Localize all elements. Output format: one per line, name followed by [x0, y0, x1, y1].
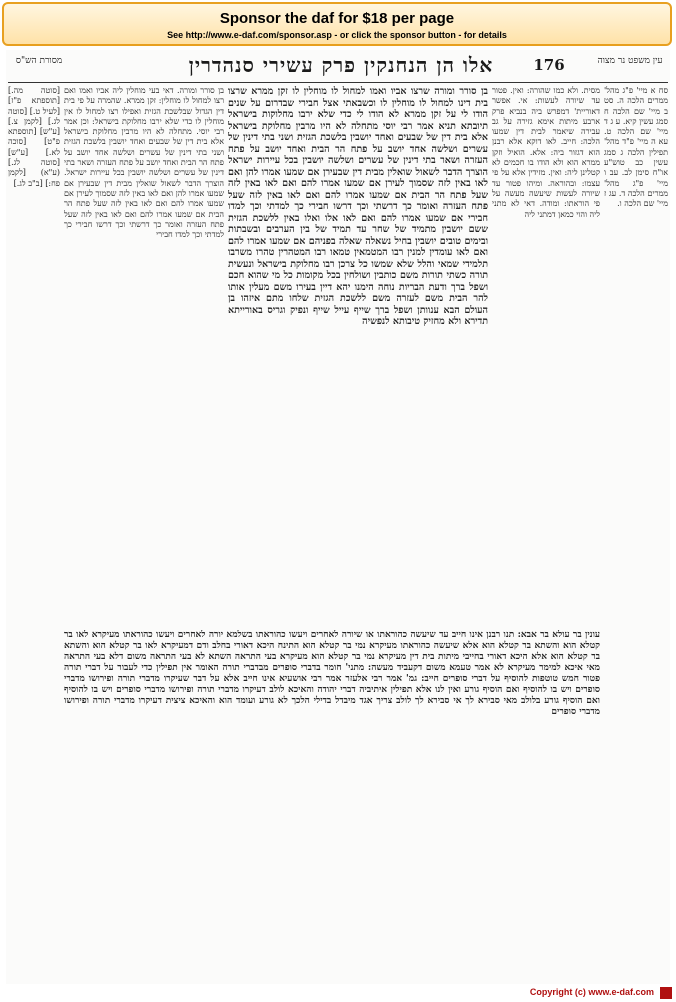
ein-mishpat-margin [604, 86, 668, 981]
gemara-column [228, 86, 488, 626]
sponsor-subtitle: See http://www.e-daf.com/sponsor.asp - or click the sponsor button - for details [167, 30, 507, 40]
header-masoret-label: מסורת הש"ס [15, 56, 63, 66]
gemara-continuation [64, 630, 600, 982]
masoret-hashas-text: [סוטה מה.] [תוספתא פ"ז] [לעיל ט.] [סוטה לג.] [לקמן צ.] [ע"ש] [תוספתא פ"ט] [סוכה לא.] [ע"ש] [סוטה לג.] (ע"א) [לקמן פח:] [ב"ב לג.] [8, 86, 60, 188]
talmud-page [6, 50, 670, 984]
flag-icon [660, 987, 672, 999]
page-number: 176 [533, 56, 565, 74]
gemara-text: בן סורר ומורה שרצו אביו ואמו למחול לו מוחלין לו זקן ממרא שרצו בית דינו למחול לו מוחלין לו וכשבאתי אצל חבירי שבדרום על שנים הודו לי על זקן ממרא לא הודו לי כדי שלא ירבו מחלוקות בישראל תיובתא תניא אמר רבי יוסי מתחלה לא היו מרבין מחלוקת בישראל אלא בית דין של שבעים ואחד יושבין בלשכת הגזית ושני בתי דינין של עשרים ושלשה אחד יושב על פתח הר הבית ואחד יושב על פתח העזרה ושאר בתי דינין של עשרים ושלשה יושבין בכל עיירות ישראל הוצרך הדבר לשאול שואלין מבית דין שבעירן אם שמעו אמרו להן ואם לאו באין לזה שסמוך לעירן אם שמעו אמרו להם ואם לאו באין לזה שעל פתח הר הבית אם שמעו אמרו להם ואם לאו באין לזה שעל פתח העזרה ואומר כך דרשתי וכך דרשו חבירי כך למדתי וכך למדו חבירי אם שמעו אמרו להם ואם לאו אלו ואלו באין ללשכת הגזית ששם יושבין מתמיד של שחר עד תמיד של בין הערבים ובשבתות ובימים טובים יושבין בחיל נשאלה שאלה בפניהם אם שמעו אמרו להם ואם לאו עומדין למנין רבו המטמאין טמאו רבו המטהרין טהרו משרבו תלמידי שמאי והלל שלא שמשו כל צרכן רבו מחלוקת בישראל ונעשית תורה כשתי תורות משם כותבין ושולחין בכל מקומות כל מי שהוא חכם ושפל ברך ודעת הבריות נוחה הימנו יהא דיין בעירו משם מעלין אותו להר הבית משם לעזרה משם ללשכת הגזית שלחו מתם איזהו בן העולם הבא ענוותן ושפל ברך שייף עייל שייף ונפיק וגריס באורייתא תדירא ולא מחזיק טיבותא לנפשיה [228, 86, 488, 327]
header-rule [8, 82, 668, 83]
footer [0, 986, 676, 1002]
rashi-column [492, 86, 600, 626]
page-title: אלו הן הנחנקין פרק עשירי סנהדרין [188, 53, 494, 77]
tosafot-text: בן סורר ומורה. דאי בעי מוחלין ליה אביו ואמו ואם רצו למחול לו מוחלין: זקן ממרא. שהמרה על פי בית דין הגדול שבלשכת הגזית ואפילו רצו למחול לו אין מוחלין לו כדי שלא ירבו מחלוקת בישראל: וכן אמר רבי יוסי. מתחלה לא היו מרבין מחלוקת בישראל אלא בית דין של שבעים ואחד יושבין בלשכת הגזית ושני בתי דינין של עשרים ושלשה אחד יושב על פתח הר הבית ואחד יושב על פתח העזרה ושאר בתי דינין של עשרים ושלשה יושבין בכל עיירות ישראל. הוצרך הדבר לשאול שואלין מבית דין שבעירן אם שמעו אמרו להן ואם לאו באין לזה שסמוך לעירן אם שמעו אמרו להם ואם לאו באין לזה שעל פתח הר הבית אם שמעו אמרו להם ואם לאו באין לזה שעל פתח העזרה ואומר כך דרשתי וכך דרשו חבירי כך למדתי וכך למדו חבירי [64, 86, 224, 240]
copyright-link[interactable]: Copyright (c) www.e-daf.com [529, 987, 654, 997]
tosafot-column [64, 86, 224, 626]
masoret-hashas-margin [8, 86, 60, 981]
ein-mishpat-text: סח א מיי' פ"ג מהל' ממרים הלכה ה. סט ב מיי' שם הלכה ח סמג עשין קיא. ע ג ד מיי' שם הלכה ט. עא ה מיי' פ"ד מהל' תפילין הלכה ג סמג עשין כב טוש"ע או"ח סימן לב. עב ו מיי' פ"ג מהל' ממרים הלכה ד. עג ז מיי' שם הלכה ו. [604, 86, 668, 209]
gemara-continuation-text: עונין בר עולא בר אבא: תנו רבנן אינו חייב עד שיעשה כהוראתו או שיורה לאחרים ויעשו כהוראתו בשלמא יורה לאחרים ויעשו כהוראתו מעיקרא לאו בר קטלא הוא והשתא בר קטלא הוא אלא שיעשה כהוראתו מעיקרא נמי בר קטלא הוא התינח היכא דאורי בחלב ודם דמעיקרא לאו בר קטלא הוא והשתא בר קטלא הוא אלא היכא דאורי בחייבי מיתות בית דין מעיקרא נמי בר קטלא הוא מעיקרא בעי התראה השתא לא בעי התראה משום דלא בעי התראה מאי איכא למימר מעיקרא לא אמר טעמא משום דקעביד מעשה: מתני' חומר בדברי סופרים מבדברי תורה האומר אין תפילין כדי לעבור על דברי תורה פטור חמש טוטפות להוסיף על דברי סופרים חייב: גמ' אמר רבי אלעזר אמר רבי אושעיא אינו חייב אלא על דבר שעיקרו מדברי תורה ופירושו מדברי סופרים ויש בו להוסיף ואם הוסיף גורע ואין לנו אלא תפילין איתיביה דברי יהודה והאיכא לולב דעיקרו מדברי תורה ופירושו מדברי סופרים ויש בו להוסיף ואם הוסיף גורע בלולב מאי סבירא לך אי סבירא לך לולב צריך אגד מיבדל בדילי הלכך לא גורע ועומד הוא והאיכא ציצית דעיקרו מדברי תורה ופירושו מדברי סופרים [64, 630, 600, 717]
sponsor-title: Sponsor the daf for $18 per page [219, 10, 455, 27]
header-ein-mishpat-label: עין משפט נר מצוה [597, 56, 663, 66]
sponsor-banner[interactable] [2, 2, 672, 46]
rashi-text: מסית. ולא כמו שהורה: ואין. פטור עד שיורה לעשות: אי. אפשר דאוריית' דמפרש ביה בנביא פרק ארבע מיתות אימא גזירה על גב עבירה שיאמר לבית דין שמעו הלכה: חייב. לאו דוקא אלא רבנן הוא דגזור ביה: אלא. הואיל וזקן ממרא הוא ולא הודו בו חכמים לא קטלינן ליה: ואין. מזידין אלא על פי עצמו: ובהוראה. ומיהו פטור עד שיורה לעשות שיעשה מעשה על פי הוראתו: ומודה. דאי לא מתני ליה והוי כמאן דמתני ליה [492, 86, 600, 219]
